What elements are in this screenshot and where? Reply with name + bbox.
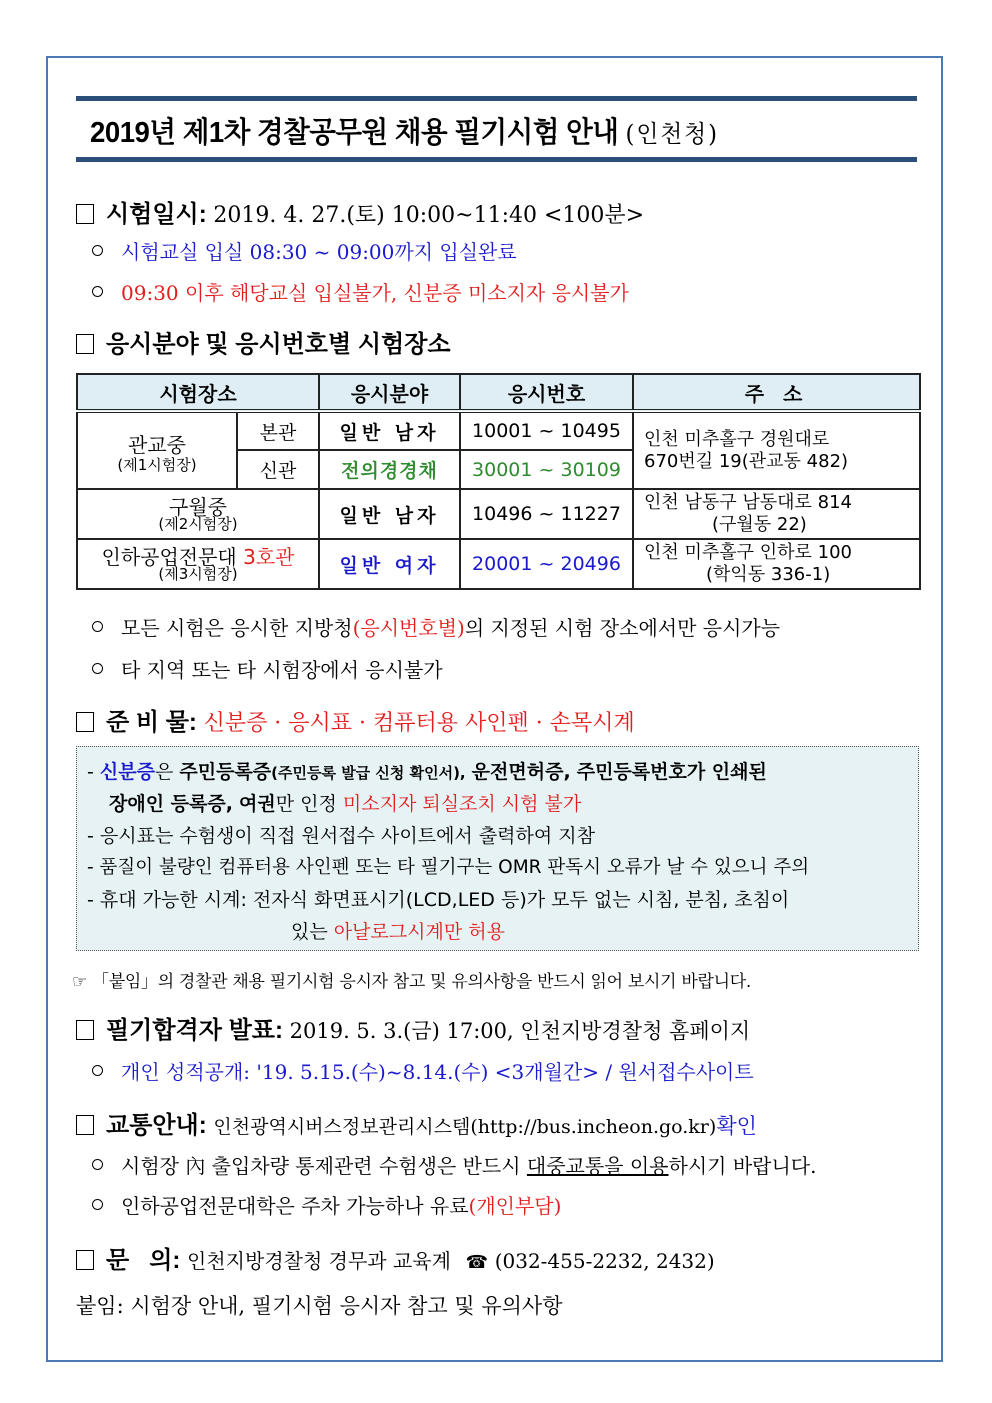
bullet-text: 개인 성적공개: '19. 5.15.(수)~8.14.(수) <3개월간> / 원서접수사이트 <box>121 1060 754 1084</box>
venue-highlight: 3호관 <box>243 544 295 569</box>
section-results <box>76 1010 750 1045</box>
dash: - <box>87 761 94 783</box>
note-line-watch-cont <box>291 917 505 944</box>
note-text: 모든 시험은 응시한 지방청 <box>121 616 353 640</box>
note-line-id <box>87 757 767 784</box>
checkbox-square-icon <box>76 334 94 354</box>
field-cell: 일반 남자 <box>319 411 460 450</box>
col-header-address: 주 소 <box>633 374 920 411</box>
building-cell: 본관 <box>237 411 319 450</box>
field-cell: 일반 여자 <box>319 539 460 589</box>
title-text: 2019년 제1차 경찰공무원 채용 필기시험 안내 <box>90 117 619 149</box>
section-label: 준 비 물: <box>106 709 197 736</box>
section-label: 교통안내: <box>106 1112 207 1139</box>
exam-datetime-value: 2019. 4. 27.(토) 10:00~11:40 <100분> <box>213 203 645 228</box>
bullet-circle-icon <box>92 1065 103 1076</box>
transport-confirm: 확인 <box>716 1114 757 1138</box>
venue-sub: (제1시험장) <box>117 455 197 474</box>
note-highlight: (응시번호별) <box>352 616 465 640</box>
section-label: 필기합격자 발표: <box>106 1017 283 1044</box>
resident-card-text: 주민등록증 <box>179 761 272 783</box>
resident-card-note: (주민등록 발급 신청 확인서), <box>271 764 466 782</box>
col-header-numbers: 응시번호 <box>460 374 633 411</box>
bullet-public-transport <box>92 1150 816 1179</box>
inquiry-phone: (032-455-2232, 2432) <box>494 1249 715 1273</box>
checkbox-square-icon <box>76 1020 94 1040</box>
section-transport <box>76 1105 757 1140</box>
note-line-watch: - 휴대 가능한 시계: 전자식 화면표시기(LCD,LED 등)가 모두 없는 시침, 분침, 초침이 <box>87 889 790 911</box>
section-label: 문 의: <box>106 1247 181 1274</box>
text: 은 <box>154 761 174 783</box>
inquiry-value: 인천지방경찰청 경무과 교육계 <box>187 1249 451 1273</box>
bullet-entry-time <box>92 236 517 265</box>
bullet-text: 하시기 바랍니다. <box>668 1154 817 1178</box>
venue-cell <box>77 411 237 489</box>
numbers-cell: 10001 ~ 10495 <box>460 411 633 450</box>
note-text: 타 지역 또는 타 시험장에서 응시불가 <box>121 658 443 682</box>
address-line: 670번길 19(관교동 482) <box>644 450 849 472</box>
bullet-text: 시험교실 입실 08:30 ~ 09:00까지 입실완료 <box>121 240 517 264</box>
page-title <box>90 110 719 151</box>
bullet-circle-icon <box>92 1159 103 1170</box>
bullet-circle-icon <box>92 621 103 632</box>
bullet-circle-icon <box>92 286 103 297</box>
note-line-ticket: - 응시표는 수험생이 직접 원서접수 사이트에서 출력하여 지참 <box>87 825 595 847</box>
venue-sub: (제3시험장) <box>158 564 238 583</box>
supplies-note-box <box>76 746 919 951</box>
note-line-id-cont <box>109 789 581 816</box>
venue-name: 관교중 <box>128 432 186 457</box>
address-cell <box>633 411 920 489</box>
section-label: 응시분야 및 응시번호별 시험장소 <box>106 331 451 358</box>
results-value: 2019. 5. 3.(금) 17:00, 인천지방경찰청 홈페이지 <box>289 1019 751 1043</box>
venue-sub: (제2시험장) <box>158 514 238 533</box>
section-venues <box>76 324 451 359</box>
printed-text: 주민등록번호가 인쇄된 <box>576 761 767 783</box>
table-header-row <box>77 374 920 411</box>
bullet-text: 인하공업전문대학은 주차 가능하나 유료 <box>121 1194 469 1218</box>
section-inquiry <box>76 1240 715 1275</box>
address-cell <box>633 539 920 589</box>
table-row <box>77 539 920 589</box>
text: 만 인정 <box>275 793 337 815</box>
venue-name-text: 인하공업전문대 <box>101 544 237 569</box>
title-rule-bottom <box>76 157 917 162</box>
address-cell <box>633 489 920 539</box>
supplies-value: 신분증 · 응시표 · 컴퓨터용 사인펜 · 손목시계 <box>203 711 635 736</box>
section-supplies <box>76 702 635 737</box>
license-text: 운전면허증, <box>471 761 571 783</box>
title-subtitle: (인천청) <box>625 120 719 148</box>
note-line-pen: - 품질이 불량인 컴퓨터용 사인펜 또는 타 필기구는 OMR 판독시 오류가 날 수 있으니 주의 <box>87 857 810 878</box>
text: 있는 <box>291 921 328 943</box>
venue-name <box>78 544 318 569</box>
field-cell: 전의경경채 <box>319 450 460 489</box>
building-cell: 신관 <box>237 450 319 489</box>
disabled-card-text: 장애인 등록증, <box>109 793 233 815</box>
address-line: 인천 미추홀구 경원대로 <box>644 428 830 450</box>
numbers-cell: 10496 ~ 11227 <box>460 489 633 539</box>
bullet-parking <box>92 1190 561 1219</box>
venue-cell <box>77 489 319 539</box>
venue-cell <box>77 539 319 589</box>
phone-icon: ☎ <box>465 1252 489 1272</box>
bullet-text: 시험장 內 출입차량 통제관련 수험생은 반드시 <box>121 1154 521 1178</box>
address-line: (구월동 22) <box>712 514 807 535</box>
passport-text: 여권 <box>239 793 276 815</box>
bullet-circle-icon <box>92 663 103 674</box>
bullet-circle-icon <box>92 245 103 256</box>
numbers-cell: 20001 ~ 20496 <box>460 539 633 589</box>
checkbox-square-icon <box>76 1115 94 1135</box>
underlined-text: 대중교통을 이용 <box>526 1154 669 1178</box>
bullet-text: 09:30 이후 해당교실 입실불가, 신분증 미소지자 응시불가 <box>121 281 629 305</box>
address-line: 인천 미추홀구 인하로 100 <box>644 542 853 563</box>
id-card-text: 신분증 <box>99 761 155 783</box>
transport-value: 인천광역시버스정보관리시스템(http://bus.incheon.go.kr) <box>213 1116 717 1138</box>
venue-name: 구월중 <box>169 494 227 519</box>
checkbox-square-icon <box>76 204 94 224</box>
bullet-score-release <box>92 1056 754 1085</box>
col-header-venue: 시험장소 <box>77 374 319 411</box>
attachments-list: 붙임: 시험장 안내, 필기시험 응시자 참고 및 유의사항 <box>76 1294 563 1318</box>
field-cell: 일반 남자 <box>319 489 460 539</box>
warning-text: 아날로그시계만 허용 <box>333 921 505 943</box>
table-row <box>77 489 920 539</box>
checkbox-square-icon <box>76 712 94 732</box>
address-line: (학익동 336-1) <box>706 564 831 585</box>
note-no-other-venue <box>92 654 443 683</box>
section-exam-datetime <box>76 194 644 229</box>
venue-table <box>76 373 921 590</box>
note-venue-only <box>92 612 780 641</box>
checkbox-square-icon <box>76 1250 94 1270</box>
attachment-notice: ☞ 「붙임」의 경찰관 채용 필기시험 응시자 참고 및 유의사항을 반드시 읽어 보시기 바랍니다. <box>72 972 751 992</box>
bullet-late-entry <box>92 277 629 306</box>
section-label: 시험일시: <box>106 201 207 228</box>
bullet-circle-icon <box>92 1199 103 1210</box>
col-header-field: 응시분야 <box>319 374 460 411</box>
title-rule-top <box>76 96 917 101</box>
warning-text: 미소지자 퇴실조치 시험 불가 <box>342 793 582 815</box>
note-text: 의 지정된 시험 장소에서만 응시가능 <box>464 616 781 640</box>
numbers-cell: 30001 ~ 30109 <box>460 450 633 489</box>
address-line: 인천 남동구 남동대로 814 <box>644 492 853 513</box>
table-row <box>77 411 920 450</box>
bullet-highlight: (개인부담) <box>468 1194 562 1218</box>
